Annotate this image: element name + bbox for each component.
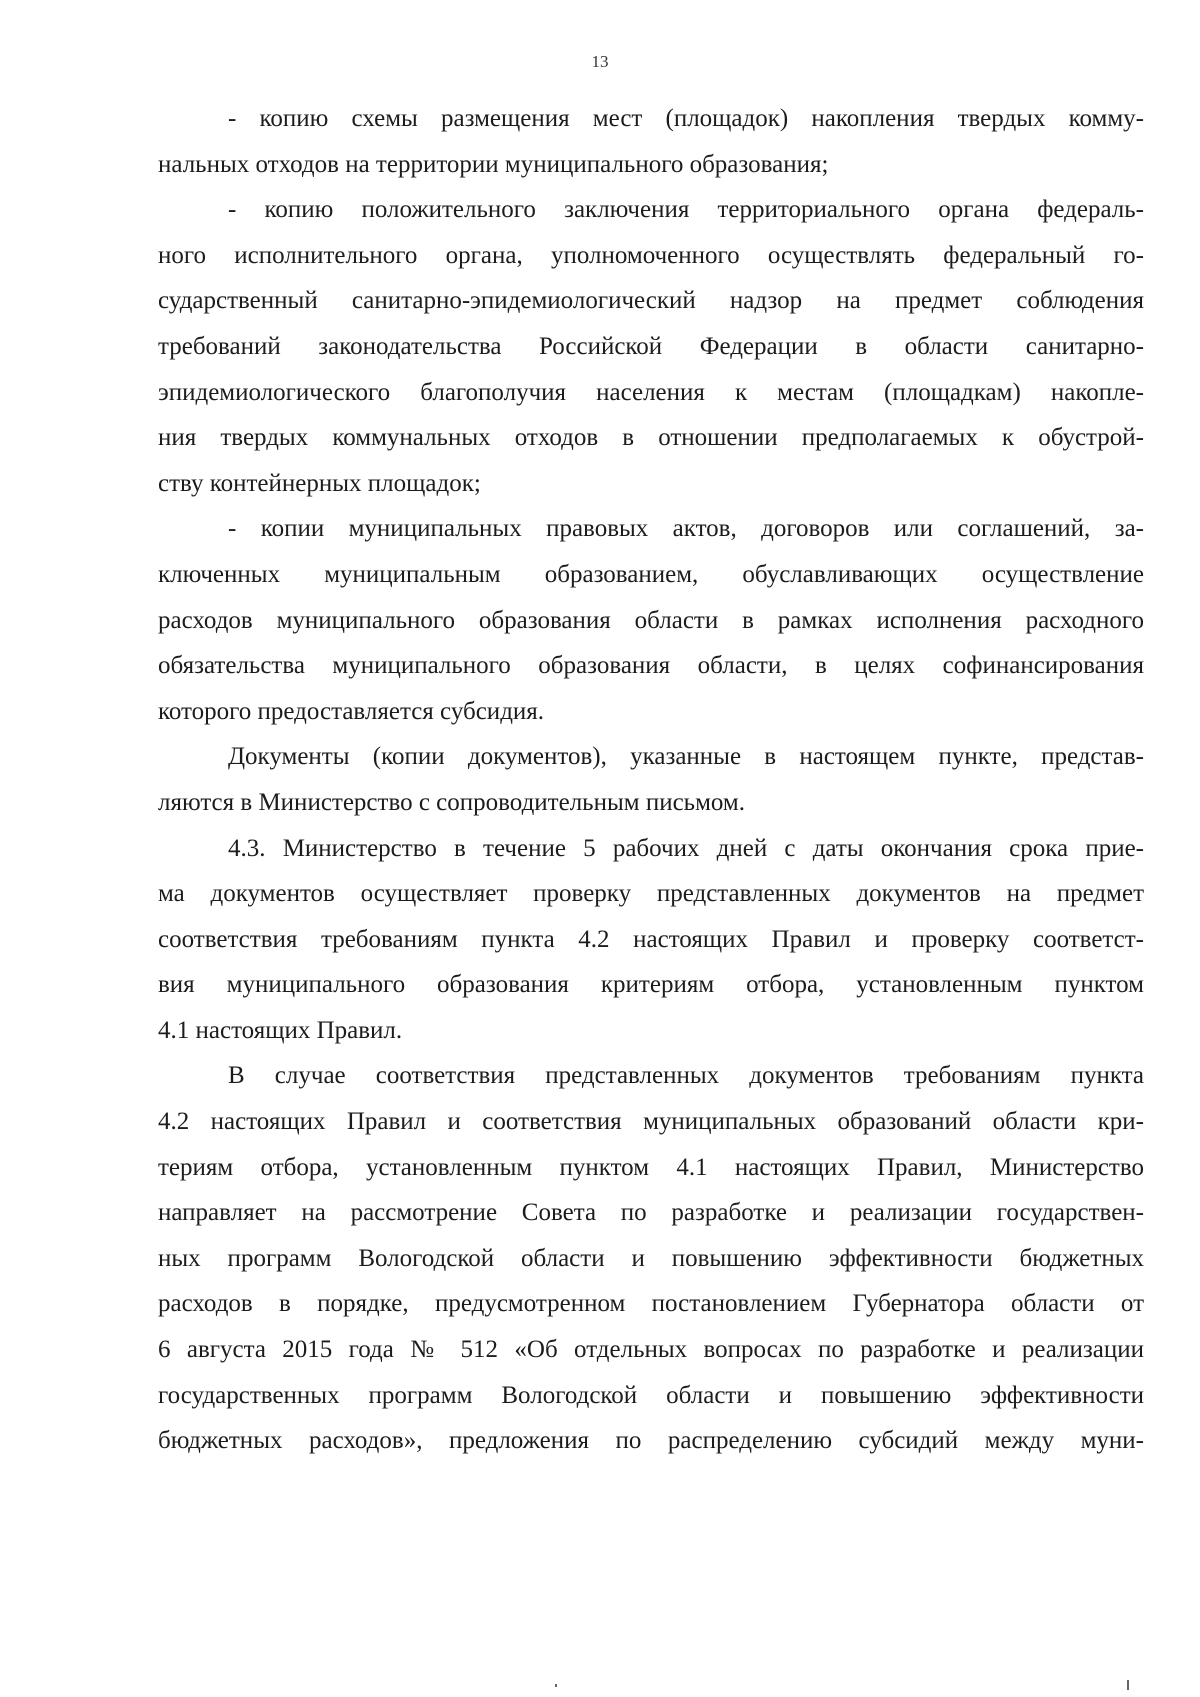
text-line: обязательства муниципального образования области, в целях софинансирования — [158, 652, 1144, 680]
text-line: В случае соответствия представленных документов требованиям пункта — [228, 1062, 1144, 1090]
text-line: - копию схемы размещения мест (площадок) накопления твердых комму- — [228, 105, 1144, 132]
text-line: - копию положительного заключения территориального органа федераль- — [228, 196, 1144, 224]
text-line: государственных программ Вологодской области и повышению эффективности — [158, 1381, 1144, 1409]
text-line: ма документов осуществляет проверку представленных документов на предмет — [158, 880, 1144, 908]
text-line: 6 августа 2015 года № 512 «Об отдельных вопросах по разработке и реализации — [158, 1336, 1144, 1364]
text-line: ключенных муниципальным образованием, обуславливающих осуществление — [158, 560, 1144, 588]
text-line: нальных отходов на территории муниципального образования; — [158, 150, 829, 178]
text-line: бюджетных расходов», предложения по распределению субсидий между муни- — [158, 1427, 1144, 1455]
paragraph-municipal-acts — [158, 506, 1144, 734]
text-line: эпидемиологического благополучия населения к местам (площадкам) накопле- — [158, 378, 1144, 406]
text-line: ных программ Вологодской области и повышению эффективности бюджетных — [158, 1244, 1144, 1272]
scan-speck — [1127, 1680, 1129, 1690]
text-line: териям отбора, установленным пунктом 4.1 настоящих Правил, Министерство — [158, 1153, 1144, 1181]
scan-speck — [555, 1684, 557, 1687]
text-line: ству контейнерных площадок; — [158, 469, 481, 497]
text-line: расходов в порядке, предусмотренном постановлением Губернатора области от — [158, 1290, 1144, 1318]
text-line: ного исполнительного органа, уполномоченного осуществлять федеральный го- — [158, 241, 1144, 269]
text-line: соответствия требованиям пункта 4.2 настоящих Правил и проверку соответст- — [158, 925, 1144, 953]
text-line: вия муниципального образования критериям отбора, установленным пунктом — [158, 971, 1144, 999]
paragraph-documents-submission — [158, 734, 1144, 825]
paragraph-schema-copy — [158, 96, 1144, 187]
page-number: 13 — [591, 52, 609, 71]
text-line: сударственный санитарно-эпидемиологический надзор на предмет соблюдения — [158, 287, 1144, 315]
text-line: 4.2 настоящих Правил и соответствия муниципальных образований области кри- — [158, 1108, 1144, 1136]
text-line: которого предоставляется субсидия. — [158, 697, 545, 725]
document-body — [158, 96, 1144, 1464]
text-line: расходов муниципального образования области в рамках исполнения расходного — [158, 606, 1144, 634]
text-line: требований законодательства Российской Федерации в области санитарно- — [158, 332, 1144, 360]
text-line: - копии муниципальных правовых актов, договоров или соглашений, за- — [228, 515, 1144, 543]
paragraph-clause-4-3 — [158, 826, 1144, 1054]
text-line: направляет на рассмотрение Совета по разработке и реализации государствен- — [158, 1199, 1144, 1227]
text-line: Документы (копии документов), указанные в настоящем пункте, представ- — [228, 743, 1144, 771]
paragraph-sanitary-conclusion — [158, 187, 1144, 506]
paragraph-compliance-case — [158, 1053, 1144, 1463]
text-line: 4.3. Министерство в течение 5 рабочих дней с даты окончания срока прие- — [228, 834, 1144, 862]
text-line: ния твердых коммунальных отходов в отношении предполагаемых к обустрой- — [158, 424, 1144, 452]
text-line: 4.1 настоящих Правил. — [158, 1016, 403, 1044]
text-line: ляются в Министерство с сопроводительным письмом. — [158, 788, 745, 816]
